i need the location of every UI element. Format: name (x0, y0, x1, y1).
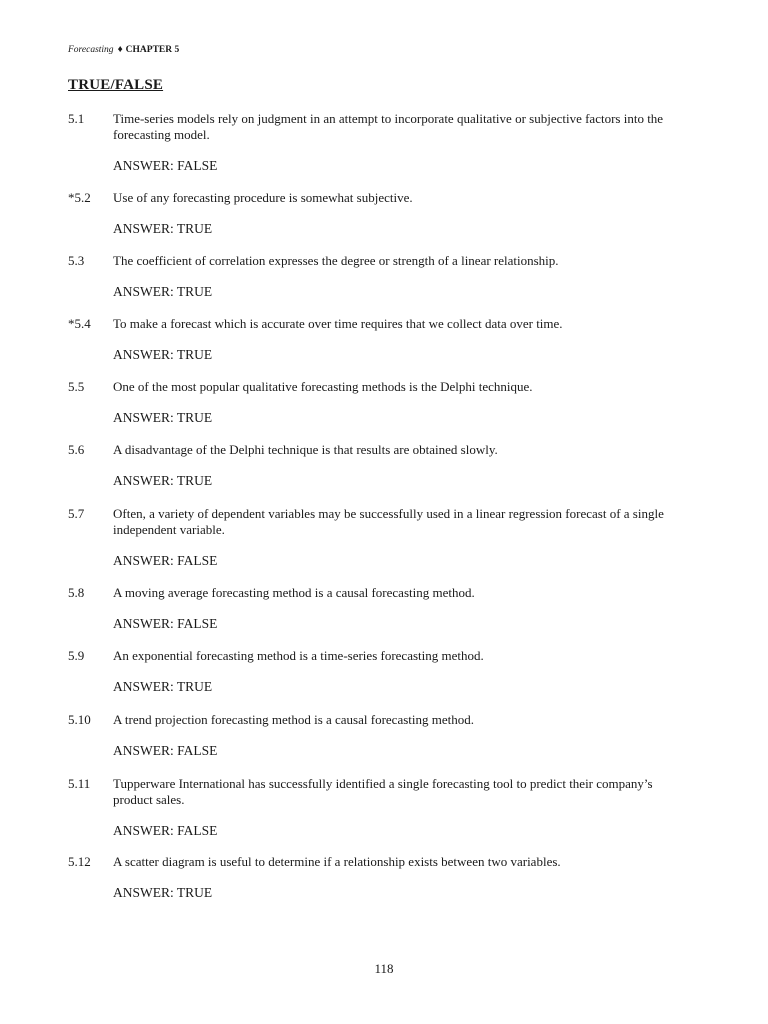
question-answer: ANSWER: FALSE (113, 553, 218, 568)
question-number: *5.4 (68, 316, 91, 331)
question-text: A trend projection forecasting method is a causal forecasting method. (113, 712, 474, 727)
question-answer: ANSWER: TRUE (113, 221, 213, 236)
question-number: 5.1 (68, 111, 85, 126)
question-item (68, 776, 668, 839)
question-item (68, 316, 668, 363)
running-head-subject: Forecasting (68, 45, 114, 55)
diamond-bullet-icon: ♦ (117, 44, 123, 55)
question-answer: ANSWER: FALSE (113, 616, 218, 631)
question-answer: ANSWER: FALSE (113, 743, 218, 758)
question-text: To make a forecast which is accurate over time requires that we collect data over time. (113, 316, 563, 331)
section-title: TRUE/FALSE (68, 77, 164, 93)
question-answer: ANSWER: TRUE (113, 885, 213, 900)
question-text: A moving average forecasting method is a causal forecasting method. (113, 585, 475, 600)
question-item (68, 190, 668, 237)
question-item (68, 854, 668, 901)
question-item (68, 379, 668, 426)
question-text: An exponential forecasting method is a time-series forecasting method. (113, 648, 484, 663)
question-answer: ANSWER: FALSE (113, 158, 218, 173)
question-text: A scatter diagram is useful to determine if a relationship exists between two variables. (113, 854, 561, 869)
question-number: 5.5 (68, 379, 85, 394)
question-item (68, 712, 668, 759)
page-number: 118 (374, 961, 394, 976)
question-text: Time-series models rely on judgment in an attempt to incorporate qualitative or subjective factors into the forecasting model. (113, 111, 664, 142)
question-text: A disadvantage of the Delphi technique is that results are obtained slowly. (113, 442, 498, 457)
question-text: The coefficient of correlation expresses the degree or strength of a linear relationship. (113, 253, 559, 268)
question-answer: ANSWER: TRUE (113, 347, 213, 362)
question-item (68, 253, 668, 300)
question-number: 5.11 (68, 776, 91, 791)
question-text: One of the most popular qualitative forecasting methods is the Delphi technique. (113, 379, 533, 394)
question-item (68, 648, 668, 695)
question-number: 5.8 (68, 585, 85, 600)
question-number: 5.12 (68, 854, 91, 869)
question-text: Often, a variety of dependent variables may be successfully used in a linear regression forecast of a single independent variable. (113, 506, 664, 537)
question-answer: ANSWER: TRUE (113, 410, 213, 425)
question-answer: ANSWER: FALSE (113, 823, 218, 838)
question-number: 5.3 (68, 253, 85, 268)
question-number: *5.2 (68, 190, 91, 205)
question-number: 5.7 (68, 506, 85, 521)
question-number: 5.10 (68, 712, 91, 727)
running-head-chapter: CHAPTER 5 (125, 45, 180, 55)
question-number: 5.6 (68, 442, 85, 457)
question-answer: ANSWER: TRUE (113, 679, 213, 694)
question-item (68, 585, 668, 632)
question-item (68, 506, 668, 569)
question-text: Use of any forecasting procedure is somewhat subjective. (113, 190, 413, 205)
question-answer: ANSWER: TRUE (113, 473, 213, 488)
question-item (68, 111, 668, 174)
question-answer: ANSWER: TRUE (113, 284, 213, 299)
question-number: 5.9 (68, 648, 85, 663)
question-text: Tupperware International has successfully identified a single forecasting tool to predict their company’s product sales. (113, 776, 653, 807)
question-item (68, 442, 668, 489)
